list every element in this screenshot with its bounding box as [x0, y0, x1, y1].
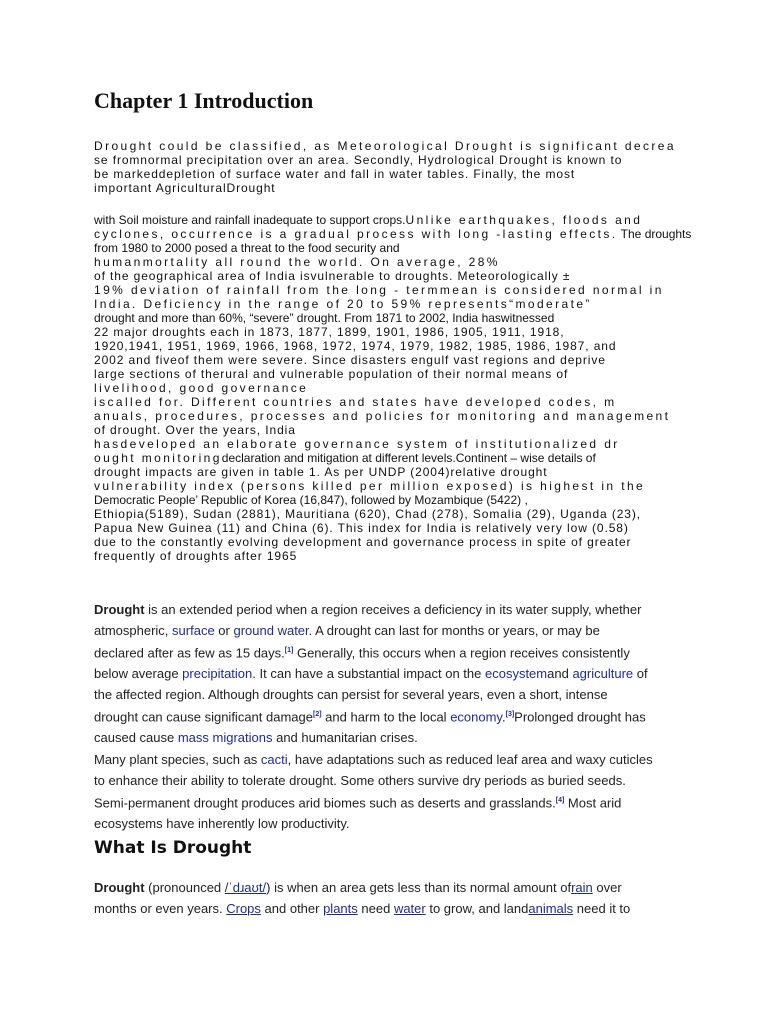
text-line — [94, 213, 674, 227]
chapter-title: Chapter 1 Introduction — [94, 88, 314, 113]
text-line: vulnerability index (persons killed per million exposed) is highest in the — [94, 479, 646, 493]
text-run: The droughts — [617, 227, 692, 241]
text-run: is an extended period when a region receives a deficiency in its water supply, whether — [144, 602, 642, 617]
link-ecosystem[interactable]: ecosystem — [484, 666, 548, 682]
link-rain[interactable]: rain — [571, 880, 593, 895]
term-bold: Drought — [94, 880, 145, 895]
text-run: Semi-permanent drought produces arid biomes such as deserts and grasslands. — [94, 795, 556, 811]
text-line — [94, 791, 694, 814]
text-run: over — [592, 880, 622, 895]
text-line — [94, 600, 694, 621]
what-is-drought-paragraph — [94, 878, 694, 919]
text-run: Many plant species, such as — [94, 752, 261, 767]
link-water[interactable]: water — [393, 900, 426, 916]
text-run: ought monitoring — [94, 451, 222, 465]
text-run: and humanitarian crises. — [272, 730, 418, 746]
link-plants[interactable]: plants — [323, 900, 358, 916]
link-ground-water[interactable]: ground water — [233, 622, 309, 638]
text-line: of drought. Over the years, India — [94, 423, 296, 437]
section-heading: What Is Drought — [94, 838, 252, 858]
text-run: declared after as few as 15 days. — [94, 645, 285, 661]
reference-link[interactable]: [4] — [555, 797, 565, 805]
text-line — [94, 705, 694, 728]
link-agriculture[interactable]: agriculture — [572, 666, 634, 682]
link-precipitation[interactable]: precipitation — [182, 666, 253, 682]
term-bold: Drought — [94, 602, 145, 617]
text-run: caused cause — [94, 730, 178, 746]
text-line — [94, 664, 694, 685]
text-line: be markeddepletion of surface water and fall in water tables. Finally, the most — [94, 167, 576, 181]
text-run: and harm to the local — [321, 709, 451, 725]
link-cacti[interactable]: cacti — [260, 752, 288, 767]
text-run: or — [214, 622, 234, 638]
text-line: from 1980 to 2000 posed a threat to the food security and — [94, 241, 400, 255]
text-run: atmospheric, — [94, 622, 173, 638]
text-run: months or even years. — [94, 900, 227, 916]
text-line — [94, 227, 692, 241]
text-line: drought and more than 60%, “severe” drought. From 1871 to 2002, India haswitnessed — [94, 311, 555, 325]
plant-adaptation-paragraph — [94, 750, 694, 835]
text-line — [94, 621, 694, 642]
text-run: Unlike earthquakes, floods and — [405, 213, 643, 227]
text-line — [94, 728, 694, 749]
reference-link[interactable]: [2] — [312, 711, 322, 719]
reference-link[interactable]: [1] — [284, 647, 294, 655]
text-line: 1920,1941, 1951, 1969, 1966, 1968, 1972, 1974, 1979, 1982, 1985, 1986, 1987, and — [94, 339, 617, 353]
intro-paragraph — [94, 139, 674, 195]
link-economy[interactable]: economy — [450, 709, 502, 725]
text-line: due to the constantly evolving development and governance process in spite of greater — [94, 535, 632, 549]
text-line: of the geographical area of India isvulnerable to droughts. Meteorologically ± — [94, 269, 571, 283]
text-line: Ethiopia(5189), Sudan (2881), Mauritiana (620), Chad (278), Somalia (29), Uganda (23), — [94, 507, 641, 521]
text-run: and other — [260, 900, 324, 916]
text-run: ) is when an area gets less than its normal amount of — [266, 880, 572, 895]
text-line: 19% deviation of rainfall from the long - termmean is considered normal in — [94, 283, 664, 297]
text-line: the affected region. Although droughts can persist for several years, even a short, intense — [94, 686, 608, 702]
link-mass-migrations[interactable]: mass migrations — [177, 730, 273, 746]
text-run: Prolonged drought has — [514, 709, 646, 725]
text-run: Generally, this occurs when a region receives consistently — [293, 645, 630, 661]
text-line — [94, 750, 694, 771]
text-line: to enhance their ability to tolerate drought. Some others survive dry periods as buried seeds. — [94, 772, 626, 788]
text-line: Democratic People’ Republic of Korea (16,847), followed by Mozambique (5422) , — [94, 493, 528, 507]
text-line: Papua New Guinea (11) and China (6). This index for India is relatively very low (0.58) — [94, 521, 629, 535]
text-run: and — [547, 666, 573, 682]
text-line: se fromnormal precipitation over an area. Secondly, Hydrological Drought is known to — [94, 153, 623, 167]
text-run: of — [633, 666, 648, 682]
text-line: 22 major droughts each in 1873, 1877, 1899, 1901, 1986, 1905, 1911, 1918, — [94, 325, 565, 339]
text-line: anuals, procedures, processes and policies for monitoring and management — [94, 409, 671, 423]
text-line: 2002 and fiveof them were severe. Since disasters engulf vast regions and deprive — [94, 353, 606, 367]
drought-india-paragraph — [94, 213, 692, 563]
text-run: with Soil moisture and rainfall inadequate to support crops. — [94, 213, 406, 227]
link-pronunciation[interactable]: /ˈdɹaʊt/ — [224, 880, 267, 895]
text-run: to grow, and land — [425, 900, 529, 916]
link-animals[interactable]: animals — [528, 900, 574, 916]
text-run: , have adaptations such as reduced leaf area and waxy cuticles — [287, 752, 653, 767]
text-run: need it to — [573, 900, 631, 916]
text-run: . A drought can last for months or years, or may be — [308, 622, 600, 638]
text-run: cyclones, occurrence is a gradual process with long -lasting effects. — [94, 227, 618, 241]
text-line: drought impacts are given in table 1. As per UNDP (2004)relative drought — [94, 465, 548, 479]
reference-link[interactable]: [3] — [505, 711, 515, 719]
text-line: frequently of droughts after 1965 — [94, 549, 298, 563]
text-run: . It can have a substantial impact on the — [252, 666, 485, 682]
text-line: iscalled for. Different countries and states have developed codes, m — [94, 395, 617, 409]
text-run: declaration and mitigation at different levels.Continent – wise details of — [221, 451, 596, 465]
text-line — [94, 878, 694, 899]
text-run: drought can cause significant damage — [94, 709, 313, 725]
text-line — [94, 451, 674, 465]
text-run: (pronounced — [144, 880, 225, 895]
text-run: need — [357, 900, 394, 916]
text-line — [94, 899, 694, 920]
text-line: Drought could be classified, as Meteorological Drought is significant decrea — [94, 139, 676, 153]
text-run: Most arid — [564, 795, 622, 811]
text-line: livelihood, good governance — [94, 381, 309, 395]
text-run: . — [501, 709, 506, 725]
text-line: hasdeveloped an elaborate governance system of institutionalized dr — [94, 437, 620, 451]
wiki-definition-paragraph — [94, 600, 694, 749]
text-line: humanmortality all round the world. On average, 28% — [94, 255, 500, 269]
text-line: ecosystems have inherently low productivity. — [94, 816, 350, 832]
text-line: important AgriculturalDrought — [94, 181, 276, 195]
text-run: below average — [94, 666, 183, 682]
text-line — [94, 641, 694, 664]
link-crops[interactable]: Crops — [226, 900, 261, 916]
text-line: India. Deficiency in the range of 20 to 59% represents“moderate” — [94, 297, 592, 311]
text-line: large sections of therural and vulnerable population of their normal means of — [94, 367, 569, 381]
link-surface[interactable]: surface — [172, 622, 215, 638]
